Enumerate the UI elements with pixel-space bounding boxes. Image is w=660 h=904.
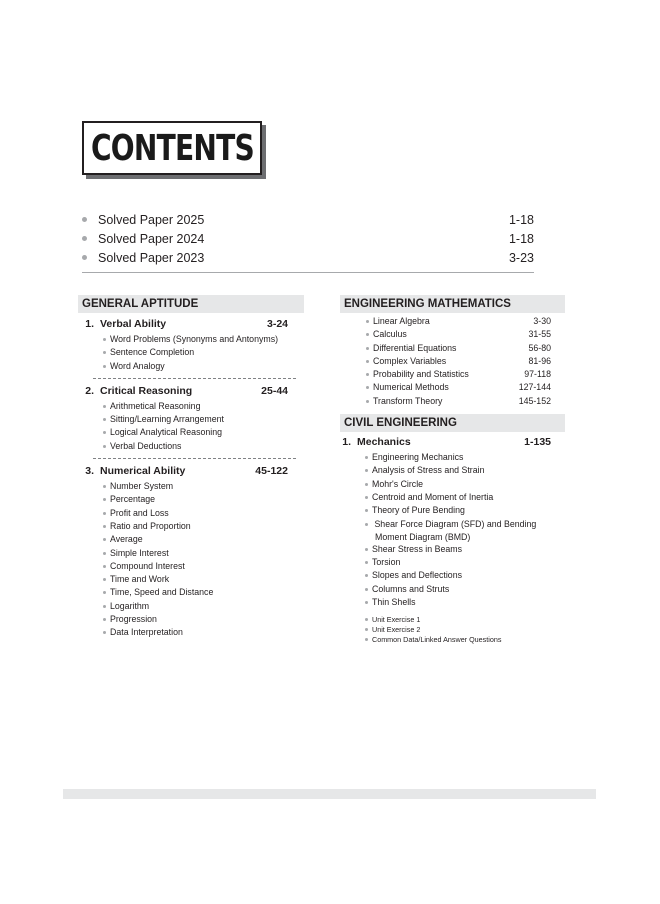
math-topic-item[interactable] [373, 395, 551, 408]
topic-item[interactable]: Verbal Deductions [110, 440, 304, 453]
topic-item[interactable]: Simple Interest [110, 547, 304, 560]
topic-item[interactable]: Time, Speed and Distance [110, 586, 304, 599]
topic-item[interactable]: Thin Shells [372, 596, 565, 609]
math-topic-item[interactable] [373, 368, 551, 381]
solved-paper-row[interactable] [82, 229, 534, 248]
chapter-name: Critical Reasoning [100, 384, 193, 397]
chapter-name: Mechanics [357, 436, 411, 449]
chapter-number: 3. [85, 465, 94, 478]
topic-pages: 81-96 [528, 355, 551, 366]
topic-name: Differential Equations [373, 342, 457, 353]
math-topic-item[interactable] [373, 328, 551, 341]
section-heading: GENERAL APTITUDE [78, 295, 304, 313]
topic-item[interactable]: Profit and Loss [110, 507, 304, 520]
topic-pages: 127-144 [518, 382, 551, 393]
topic-item[interactable]: Centroid and Moment of Inertia [372, 491, 565, 504]
math-topic-item[interactable] [373, 381, 551, 394]
solved-paper-label: Solved Paper 2023 [98, 250, 205, 265]
chapter-number: 1. [85, 318, 94, 330]
dashed-divider [93, 458, 296, 459]
topic-item[interactable]: Ratio and Proportion [110, 520, 304, 533]
right-column [340, 295, 565, 644]
math-topic-item[interactable] [373, 342, 551, 355]
chapter-heading[interactable] [78, 316, 304, 332]
title-box [82, 121, 262, 175]
topic-item[interactable]: Logarithm [110, 600, 304, 613]
topic-pages: 3-30 [533, 316, 551, 326]
bullet-icon [82, 255, 87, 260]
topic-item[interactable]: Slopes and Deflections [372, 569, 565, 582]
section-heading: CIVIL ENGINEERING [340, 414, 565, 432]
topic-pages: 31-55 [528, 329, 551, 340]
chapter-heading[interactable] [78, 383, 304, 399]
topic-item[interactable]: Theory of Pure Bending [372, 504, 565, 517]
footer-bar [63, 789, 596, 799]
topic-item[interactable]: Logical Analytical Reasoning [110, 426, 304, 439]
chapter-pages: 25-44 [261, 384, 288, 397]
topic-item[interactable]: Columns and Struts [372, 583, 565, 596]
page-title: CONTENTS [90, 127, 254, 169]
chapter-heading[interactable] [78, 463, 304, 479]
bullet-icon [82, 236, 87, 241]
chapter-pages: 45-122 [255, 465, 288, 478]
exercise-item[interactable]: Unit Exercise 2 [372, 625, 565, 635]
chapter-pages: 3-24 [266, 318, 288, 330]
chapter-name: Verbal Ability [100, 318, 167, 330]
topic-list [78, 480, 304, 640]
solved-papers-list [82, 210, 534, 267]
topic-item[interactable]: Shear Force Diagram (SFD) and Bending [372, 518, 565, 531]
exercise-item[interactable]: Unit Exercise 1 [372, 615, 565, 625]
topic-list [78, 400, 304, 453]
math-topic-item[interactable] [373, 355, 551, 368]
topic-list [78, 333, 304, 373]
chapter-pages: 1-135 [524, 436, 551, 449]
topic-name: Complex Variables [373, 355, 447, 366]
topic-item[interactable]: Percentage [110, 493, 304, 506]
topic-item[interactable]: Progression [110, 613, 304, 626]
topic-item[interactable]: Word Problems (Synonyms and Antonyms) [110, 333, 304, 346]
solved-paper-row[interactable] [82, 248, 534, 267]
topic-item[interactable]: Average [110, 533, 304, 546]
topic-item[interactable]: Engineering Mechanics [372, 451, 565, 464]
dashed-divider [93, 378, 296, 379]
general-aptitude-section [78, 295, 304, 640]
solved-paper-row[interactable] [82, 210, 534, 229]
bullet-icon [82, 217, 87, 222]
chapter-number: 1. [342, 436, 351, 449]
topic-item[interactable]: Number System [110, 480, 304, 493]
topic-item[interactable]: Time and Work [110, 573, 304, 586]
topic-item[interactable]: Arithmetical Reasoning [110, 400, 304, 413]
solved-paper-label: Solved Paper 2025 [98, 212, 205, 227]
topic-item[interactable]: Word Analogy [110, 360, 304, 373]
topic-item[interactable]: Shear Stress in Beams [372, 543, 565, 556]
topic-item[interactable]: Compound Interest [110, 560, 304, 573]
math-topic-list [340, 315, 565, 408]
topic-item-continuation: Moment Diagram (BMD) [375, 531, 471, 542]
topic-name: Linear Algebra [373, 316, 430, 326]
solved-paper-pages: 3-23 [508, 250, 534, 265]
topic-name: Transform Theory [373, 395, 443, 406]
topic-name: Numerical Methods [373, 382, 449, 393]
chapter-number: 2. [85, 384, 94, 397]
topic-item[interactable]: Torsion [372, 556, 565, 569]
chapter-name: Numerical Ability [100, 465, 186, 478]
topic-item[interactable]: Data Interpretation [110, 626, 304, 639]
civil-topic-list [340, 451, 565, 644]
topic-item[interactable]: Sentence Completion [110, 346, 304, 359]
divider [82, 272, 534, 273]
topic-item[interactable]: Mohr's Circle [372, 478, 565, 491]
exercise-item[interactable]: Common Data/Linked Answer Questions [372, 635, 565, 645]
solved-paper-label: Solved Paper 2024 [98, 231, 205, 246]
math-topic-item[interactable] [373, 315, 551, 328]
solved-paper-pages: 1-18 [508, 231, 534, 246]
chapter-heading[interactable] [340, 434, 565, 450]
topic-name: Probability and Statistics [373, 369, 469, 380]
topic-pages: 56-80 [528, 342, 551, 353]
topic-pages: 145-152 [518, 395, 551, 406]
topic-item[interactable]: Sitting/Learning Arrangement [110, 413, 304, 426]
topic-pages: 97-118 [524, 369, 551, 380]
solved-paper-pages: 1-18 [508, 212, 534, 227]
contents-title-block [82, 121, 266, 179]
topic-name: Calculus [373, 329, 407, 340]
section-heading: ENGINEERING MATHEMATICS [340, 295, 565, 313]
topic-item[interactable]: Analysis of Stress and Strain [372, 464, 565, 477]
